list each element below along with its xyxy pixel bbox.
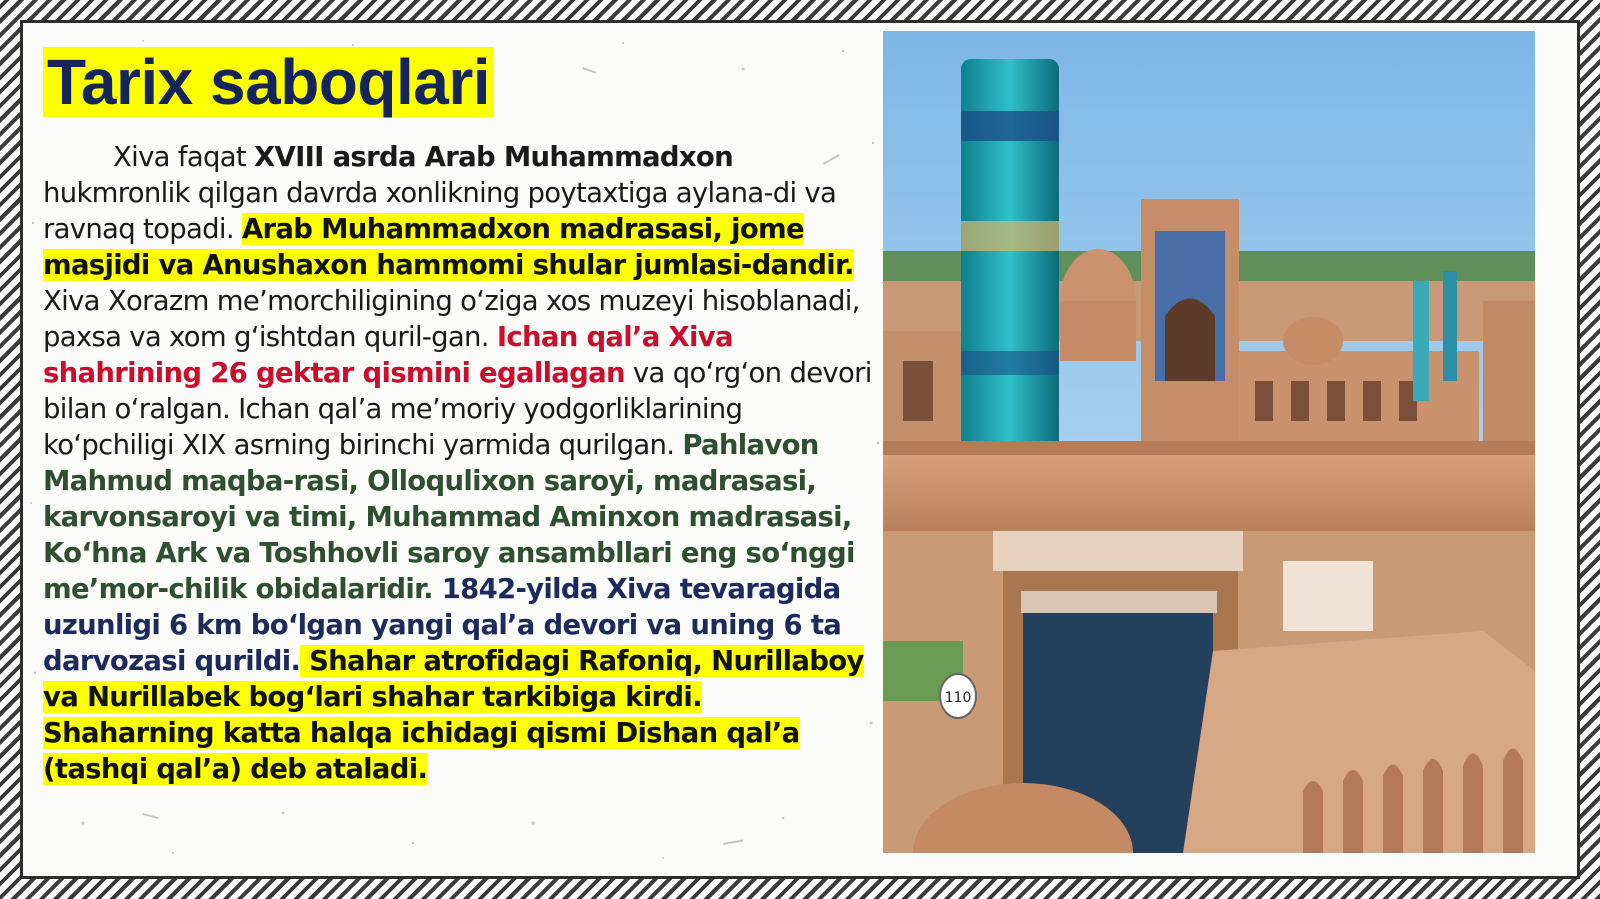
slide-content-area xyxy=(20,20,1580,879)
red-segment: Ichan qal’a Xiva shahrining 26 gektar qismini egallagan xyxy=(43,321,733,389)
khiva-illustration xyxy=(883,31,1535,853)
sign-number: 110 xyxy=(944,690,972,706)
highlighted-segment: Shahar atrofidagi Rafoniq, Nurillaboy va Nurillabek bog‘lari shahar tarkibiga kirdi. Shaharning katta halqa ichidagi qismi Dishan qal’a (tashqi qal’a) deb ataladi. xyxy=(43,645,864,785)
slide-title: Tarix saboqlari xyxy=(43,47,494,117)
navy-segment: 1842-yilda Xiva tevaragida uzunligi 6 km bo‘lgan yangi qal’a devori va uning 6 ta darvozasi qurildi. xyxy=(43,573,842,677)
bold-segment: XVIII asrda Arab Muhammadxon xyxy=(254,141,733,173)
green-segment: Pahlavon Mahmud maqba-rasi, Olloqulixon saroyi, madrasasi, karvonsaroyi va timi, Muhammad Aminxon madrasasi, Ko‘hna Ark va Toshhovli saroy ansambllari eng so‘nggi me’mor-chilik obidalaridir. xyxy=(43,429,855,605)
main-paragraph xyxy=(43,139,873,787)
paragraph-segment: Xiva faqat xyxy=(113,141,255,173)
paragraph-segment: va qo‘rg‘on devori bilan o‘ralgan. Ichan qal’a me’moriy yodgorliklarining ko‘pchiligi XIX asrning birinchi yarmida qurilgan. xyxy=(43,357,872,461)
highlighted-segment: Arab Muhammadxon madrasasi, jome masjidi va Anushaxon hammomi shular jumlasi-dandir. xyxy=(43,213,854,281)
paragraph-segment: Xiva Xorazm me’morchiligining o‘ziga xos muzeyi hisoblanadi, paxsa va xom g‘ishtdan quril-gan. xyxy=(43,285,860,353)
khiva-city-photo xyxy=(883,31,1535,853)
paragraph-segment: hukmronlik qilgan davrda xonlikning poytaxtiga aylana-di va ravnaq topadi. xyxy=(43,177,837,245)
